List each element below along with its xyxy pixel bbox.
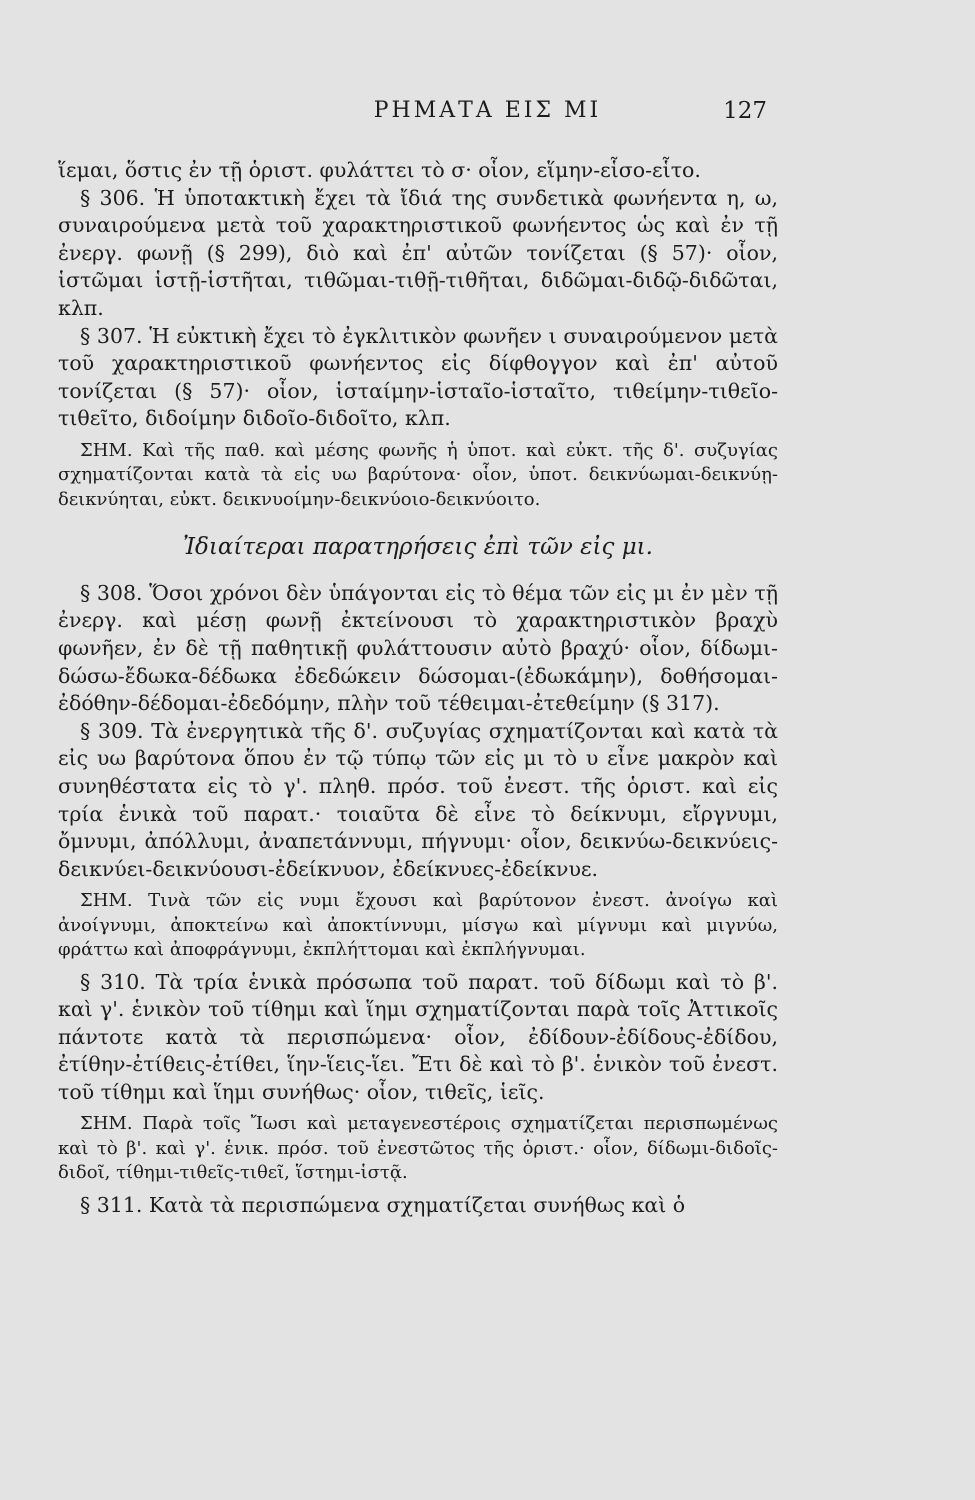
paragraph-306: § 306. Ἡ ὑποτακτικὴ ἔχει τὰ ἴδιά της συνδετικὰ φωνήεντα η, ω, συναιρούμενα μετὰ τοῦ χαρακτηριστικοῦ φωνήεντος ὡς καὶ ἐν τῇ ἐνεργ. φωνῇ (§ 299), διὸ καὶ ἐπ' αὐτῶν τονίζεται (§ 57)· οἷον, ἱστῶμαι ἱστῇ-ἱστῆται, τιθῶμαι-τιθῇ-τιθῆται, διδῶμαι-διδῷ-διδῶται, κλπ. (58, 185, 778, 320)
paragraph-continuation: ἵεμαι, ὅστις ἐν τῇ ὁριστ. φυλάττει τὸ σ· οἷον, εἵμην-εἷσο-εἷτο. (58, 158, 701, 182)
note-310: ΣΗΜ. Παρὰ τοῖς Ἴωσι καὶ μεταγενεστέροις σχηματίζεται περισπωμένως καὶ τὸ β'. καὶ γ'. ἑνικ. πρόσ. τοῦ ἐνεστῶτος τῆς ὁριστ.· οἷον, δίδωμι-διδοῖς-διδοῖ, τίθημι-τιθεῖς-τιθεῖ, ἵστημι-ἱστᾷ. (58, 1113, 778, 1184)
section-heading: Ἰδιαίτεραι παρατηρήσεις ἐπὶ τῶν εἰς μι. (183, 534, 653, 561)
running-header-title: ΡΗΜΑΤΑ ΕΙΣ ΜΙ (373, 98, 602, 123)
paragraph-310: § 310. Τὰ τρία ἑνικὰ πρόσωπα τοῦ παρατ. τοῦ δίδωμι καὶ τὸ β'. καὶ γ'. ἑνικὸν τοῦ τίθημι καὶ ἵημι σχηματίζονται παρὰ τοῖς Ἀττικοῖς πάντοτε κατὰ τὰ περισπώμενα· οἷον, ἐδίδουν-ἐδίδους-ἐδίδου, ἐτίθην-ἐτίθεις-ἐτίθει, ἵην-ἵεις-ἵει. Ἔτι δὲ καὶ τὸ β'. ἑνικὸν τοῦ ἐνεστ. τοῦ τίθημι καὶ ἵημι συνήθως· οἷον, τιθεῖς, ἱεῖς. (58, 969, 778, 1104)
paragraph-309: § 309. Τὰ ἐνεργητικὰ τῆς δ'. συζυγίας σχηματίζονται καὶ κατὰ τὰ εἰς υω βαρύτονα ὅπου ἐν τῷ τύπῳ τῶν εἰς μι τὸ υ εἶνε μακρὸν καὶ συνηθέστατα εἰς τὸ γ'. πληθ. πρόσ. τοῦ ἐνεστ. τῆς ὁριστ. καὶ εἰς τρία ἑνικὰ τοῦ παρατ.· τοιαῦτα δὲ εἶνε τὸ δείκνυμι, εἴργνυμι, ὄμνυμι, ἀπόλλυμι, ἀναπετάννυμι, πήγνυμι· οἷον, δεικνύω-δεικνύεις-δεικνύει-δεικνύουσι-ἐδείκνυον, ἐδείκνυες-ἐδείκνυε. (58, 718, 778, 881)
paragraph-308: § 308. Ὅσοι χρόνοι δὲν ὑπάγονται εἰς τὸ θέμα τῶν εἰς μι ἐν μὲν τῇ ἐνεργ. καὶ μέσῃ φωνῇ ἐκτείνουσι τὸ χαρακτηριστικὸν βραχὺ φωνῆεν, ἐν δὲ τῇ παθητικῇ φυλάττουσιν αὐτὸ βραχύ· οἷον, δίδωμι-δώσω-ἔδωκα-δέδωκα ἐδεδώκειν δώσομαι-(ἐδωκάμην), δοθήσομαι-ἐδόθην-δέδομαι-ἐδεδόμην, πλὴν τοῦ τέθειμαι-ἐτεθείμην (§ 317). (58, 580, 778, 716)
page-number: 127 (723, 98, 767, 124)
note-307: ΣΗΜ. Καὶ τῆς παθ. καὶ μέσης φωνῆς ἡ ὑποτ. καὶ εὐκτ. τῆς δ'. συζυγίας σχηματίζονται κατὰ τὰ εἰς υω βαρύτονα· οἷον, ὑποτ. δεικνύωμαι-δεικνύῃ-δεικνύηται, εὐκτ. δεικνυοίμην-δεικνύοιο-δεικνύοιτο. (58, 439, 778, 510)
paragraph-311: § 311. Κατὰ τὰ περισπώμενα σχηματίζεται συνήθως καὶ ὁ (80, 1192, 686, 1217)
note-309: ΣΗΜ. Τινὰ τῶν εἰς νυμι ἔχουσι καὶ βαρύτονον ἐνεστ. ἀνοίγω καὶ ἀνοίγνυμι, ἀποκτείνω καὶ ἀποκτίννυμι, μίσγω καὶ μίγνυμι καὶ μιγνύω, φράττω καὶ ἀποφράγνυμι, ἐκπλήττομαι καὶ ἐκπλήγνυμαι. (58, 890, 778, 961)
paragraph-307: § 307. Ἡ εὐκτικὴ ἔχει τὸ ἐγκλιτικὸν φωνῆεν ι συναιρούμενον μετὰ τοῦ χαρακτηριστικοῦ φωνήεντος εἰς δίφθογγον καὶ ἐπ' αὐτοῦ τονίζεται (§ 57)· οἷον, ἱσταίμην-ἱσταῖο-ἱσταῖτο, τιθείμην-τιθεῖο-τιθεῖτο, διδοίμην διδοῖο-διδοῖτο, κλπ. (58, 323, 778, 431)
page-body (58, 157, 778, 1219)
